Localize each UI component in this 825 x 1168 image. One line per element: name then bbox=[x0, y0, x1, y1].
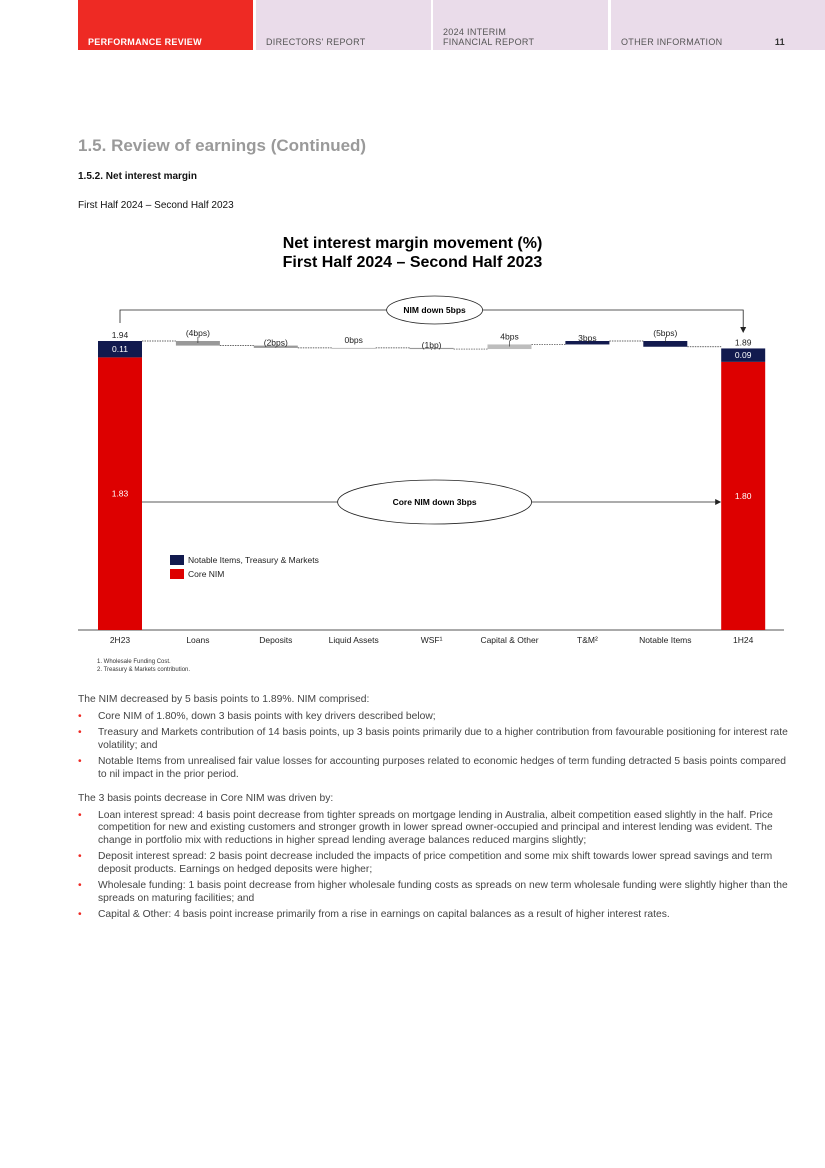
tab-label: DIRECTORS' REPORT bbox=[266, 37, 366, 47]
legend-swatch bbox=[170, 569, 184, 579]
bullet-icon: • bbox=[78, 727, 82, 738]
tab-directors-report[interactable] bbox=[256, 0, 431, 50]
x-tick-label: Notable Items bbox=[639, 635, 692, 645]
nim-arrowhead bbox=[740, 327, 746, 333]
paragraph-core-nim-drivers: The 3 basis points decrease in Core NIM was driven by: bbox=[78, 793, 334, 804]
start-core-label: 1.83 bbox=[111, 488, 129, 499]
movement-label: 4bps bbox=[500, 331, 519, 342]
x-tick-label: Loans bbox=[186, 635, 210, 645]
list-item bbox=[78, 756, 790, 781]
x-tick-label: Capital & Other bbox=[480, 635, 539, 645]
bullet-icon: • bbox=[78, 851, 82, 862]
list-item bbox=[78, 880, 790, 905]
movement-label: (2bps) bbox=[263, 337, 288, 348]
section-title: 1.5. Review of earnings (Continued) bbox=[78, 136, 367, 155]
chart-subtitle: First Half 2024 – Second Half 2023 bbox=[282, 254, 543, 271]
bullet-icon: • bbox=[78, 809, 82, 821]
core-nim-arrowhead bbox=[715, 499, 721, 505]
tab-label-line2: FINANCIAL REPORT bbox=[443, 37, 535, 47]
end-core-label: 1.80 bbox=[734, 490, 752, 501]
x-tick-label: 1H24 bbox=[733, 635, 754, 645]
legend-label: Notable Items, Treasury & Markets bbox=[188, 555, 319, 565]
list-item bbox=[78, 851, 790, 876]
movement-label: (4bps) bbox=[185, 328, 210, 338]
list-item bbox=[78, 810, 790, 848]
bullet-icon: • bbox=[78, 756, 82, 767]
list-core-nim-drivers bbox=[78, 810, 790, 922]
start-total-label: 1.94 bbox=[111, 330, 129, 340]
movement-bar bbox=[332, 348, 376, 349]
footnotes bbox=[97, 658, 190, 674]
list-item-text: Deposit interest spread: 2 basis point decrease included the impacts of price competition and some mix shift towards lower spread savings and term deposit products. Earnings on hedged deposits were higher; bbox=[98, 851, 773, 875]
movement-label: 3bps bbox=[578, 333, 597, 343]
list-item bbox=[78, 909, 790, 922]
body-text bbox=[78, 694, 790, 934]
page-number: 11 bbox=[774, 37, 785, 47]
movement-label: (1bp) bbox=[421, 339, 442, 350]
tab-label: PERFORMANCE REVIEW bbox=[88, 37, 202, 47]
section-tabs bbox=[78, 0, 825, 50]
bullet-icon: • bbox=[78, 710, 82, 722]
tab-label bbox=[443, 27, 534, 47]
footnote-1: 1. Wholesale Funding Cost. bbox=[97, 659, 171, 665]
period-heading: First Half 2024 – Second Half 2023 bbox=[78, 200, 234, 211]
nim-annotation-label: NIM down 5bps bbox=[403, 305, 466, 315]
subsection-title: 1.5.2. Net interest margin bbox=[78, 171, 197, 182]
tab-interim-financial-report[interactable] bbox=[433, 0, 608, 50]
list-item bbox=[78, 727, 790, 752]
list-item-text: Treasury and Markets contribution of 14 basis points, up 3 basis points primarily due to a higher contribution from favourable positioning for interest rate volatility; and bbox=[98, 727, 788, 751]
tab-performance-review[interactable] bbox=[78, 0, 253, 50]
tab-label-line1: 2024 INTERIM bbox=[443, 27, 507, 37]
list-nim-components bbox=[78, 711, 790, 782]
movement-label: (5bps) bbox=[653, 328, 678, 338]
movement-label: 0bps bbox=[344, 334, 363, 345]
core-nim-annotation-label: Core NIM down 3bps bbox=[392, 497, 477, 507]
list-item-text: Core NIM of 1.80%, down 3 basis points with key drivers described below; bbox=[98, 710, 436, 722]
legend-label: Core NIM bbox=[188, 569, 225, 579]
list-item-text: Wholesale funding: 1 basis point decrease from higher wholesale funding costs as spreads on new term wholesale funding were slightly higher than the spreads on maturing facilities; and bbox=[98, 880, 788, 904]
chart-title: Net interest margin movement (%) bbox=[282, 235, 543, 252]
list-item-text: Capital & Other: 4 basis point increase primarily from a rise in earnings on capital balances as a result of higher interest rates. bbox=[98, 909, 670, 920]
list-item-text: Loan interest spread: 4 basis point decrease from tighter spreads on mortgage lending in Australia, albeit competition eased slightly in the half. Price competition for new and existing customers and stronger growth in lower spread owner-occupied and principal and interest lending was evident. The change in portfolio mix with reductions in higher spread lending average balances reduced margins slightly; bbox=[98, 809, 773, 846]
x-tick-label: T&M² bbox=[577, 635, 598, 645]
x-tick-label: Liquid Assets bbox=[328, 635, 379, 645]
start-tm-label: 0.11 bbox=[112, 344, 128, 355]
tab-label: OTHER INFORMATION bbox=[621, 37, 723, 47]
tab-other-information[interactable] bbox=[611, 0, 825, 50]
x-tick-label: 2H23 bbox=[109, 635, 131, 645]
list-item-text: Notable Items from unrealised fair value losses for accounting purposes related to economic hedges of term funding detracted 5 basis points compared to nil impact in the prior period. bbox=[98, 756, 786, 780]
list-item bbox=[78, 711, 790, 724]
end-total-label: 1.89 bbox=[734, 337, 752, 348]
x-tick-label: WSF¹ bbox=[420, 635, 443, 645]
end-tm-label: 0.09 bbox=[734, 350, 752, 361]
nim-waterfall-chart bbox=[0, 280, 825, 650]
bullet-icon: • bbox=[78, 880, 82, 891]
paragraph-nim-summary: The NIM decreased by 5 basis points to 1.89%. NIM comprised: bbox=[78, 694, 370, 705]
footnote-2: 2. Treasury & Markets contribution. bbox=[97, 667, 191, 673]
legend-swatch bbox=[170, 555, 184, 565]
bullet-icon: • bbox=[78, 909, 82, 920]
x-tick-label: Deposits bbox=[259, 635, 293, 645]
